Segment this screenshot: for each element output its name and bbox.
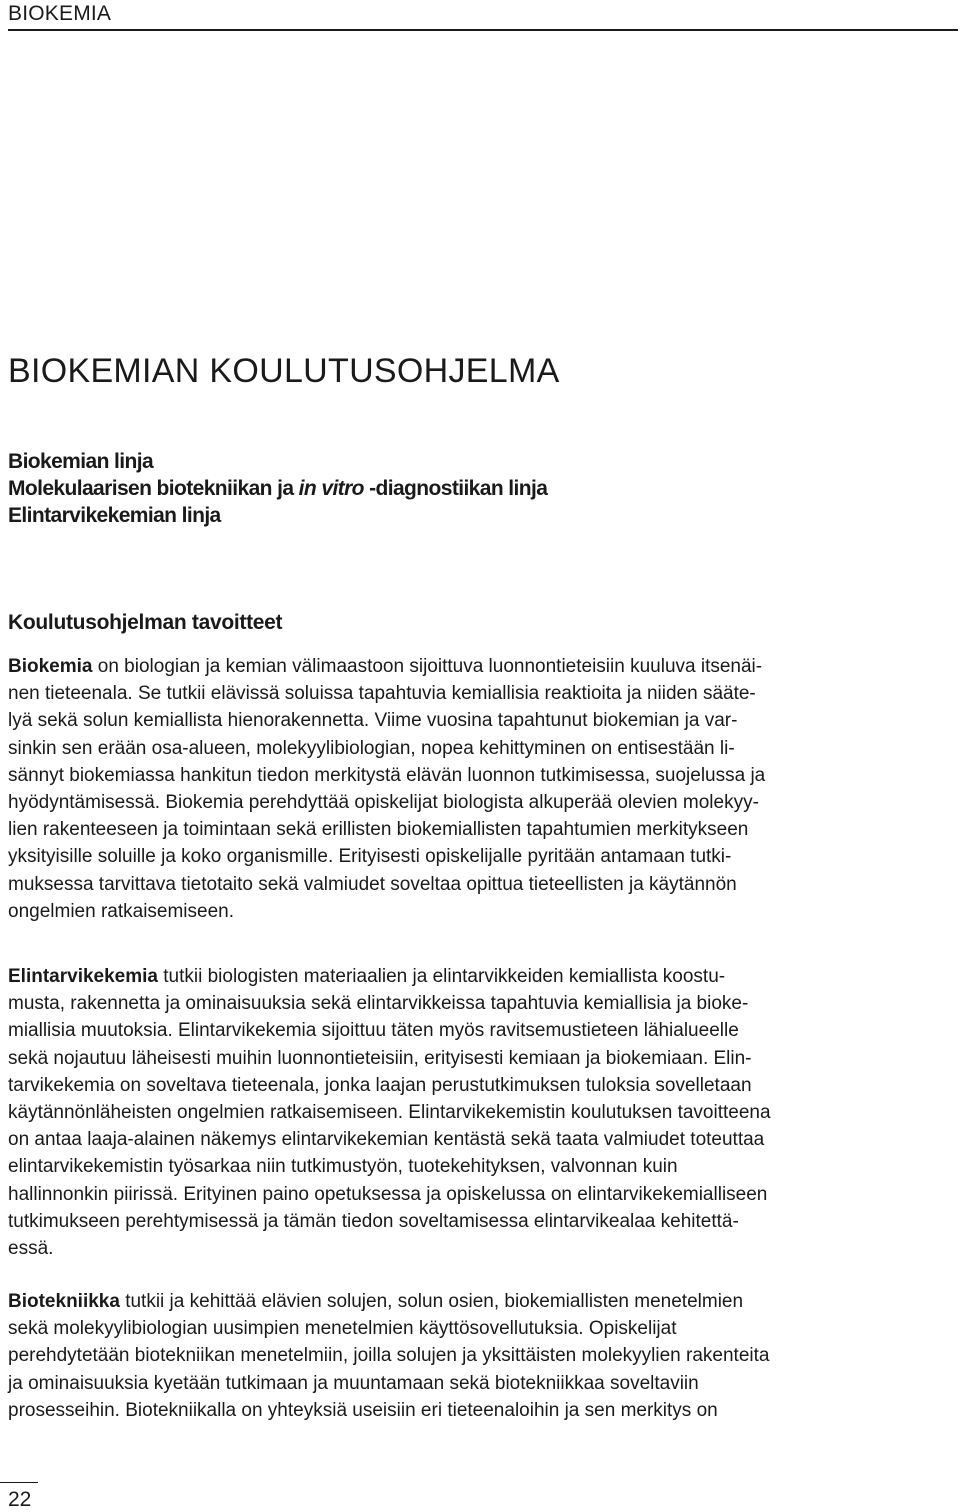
- page-number: 22: [8, 1488, 32, 1511]
- paragraph-line: tutkimukseen perehtymisessä ja tämän tiedon soveltamisessa elintarvikealaa kehitettä-: [8, 1210, 739, 1232]
- paragraph-biotekniikka: [8, 1288, 769, 1424]
- paragraph-text: on biologian ja kemian välimaastoon sijoittuva luonnontieteisiin kuuluva itsenäi-: [92, 656, 763, 677]
- paragraph-line: ja ominaisuuksia kyetään tutkimaan ja muuntamaan sekä biotekniikkaa soveltaviin: [8, 1372, 699, 1394]
- program-line-italic: in vitro: [298, 477, 364, 500]
- paragraph-lead: Biokemia: [8, 656, 93, 677]
- footer-rule: [0, 1482, 38, 1483]
- paragraph-line: sännyt biokemiassa hankitun tiedon merkitystä elävän luonnon tutkimisessa, suojelussa ja: [8, 764, 766, 786]
- paragraph-line: musta, rakennetta ja ominaisuuksia sekä elintarvikkeissa tapahtuvia kemiallisia ja bioke-: [8, 993, 749, 1015]
- paragraph-biokemia: [8, 653, 765, 925]
- paragraph-line: lien rakenteeseen ja toimintaan sekä erillisten biokemiallisten tapahtumien merkitykseen: [8, 819, 749, 841]
- header-rule: [8, 29, 958, 31]
- paragraph-text: tutkii ja kehittää elävien solujen, solun osien, biokemiallisten menetelmien: [119, 1291, 744, 1312]
- paragraph-line: hallinnonkin piirissä. Erityinen paino opetuksessa ja opiskelussa on elintarvikekemialliseen: [8, 1183, 768, 1205]
- paragraph-line: sinkin sen erään osa-alueen, molekyylibiologian, nopea kehittyminen on entisestään li-: [8, 737, 735, 759]
- paragraph-line: tarvikekemia on soveltava tieteenala, jonka laajan perustutkimuksen tuloksia sovelletaan: [8, 1074, 752, 1096]
- running-header: BIOKEMIA: [8, 2, 112, 25]
- paragraph-lead: Elintarvikekemia: [8, 966, 158, 987]
- paragraph-line: ongelmien ratkaisemiseen.: [8, 900, 235, 922]
- paragraph-line: on antaa laaja-alainen näkemys elintarvikekemian kentästä sekä taata valmiudet toteuttaa: [8, 1129, 765, 1151]
- program-line-molekulaarinen: [8, 475, 547, 502]
- paragraph-lead: Biotekniikka: [8, 1291, 120, 1312]
- paragraph-line: prosesseihin. Biotekniikalla on yhteyksiä useisiin eri tieteenaloihin ja sen merkitys on: [8, 1399, 718, 1421]
- program-line-text: -diagnostiikan linja: [363, 477, 548, 500]
- paragraph-line: essä.: [8, 1238, 54, 1260]
- section-heading: Koulutusohjelman tavoitteet: [8, 611, 283, 634]
- program-line-text: Molekulaarisen biotekniikan ja: [8, 477, 299, 500]
- paragraph-line: sekä nojautuu läheisesti muihin luonnontieteisiin, erityisesti kemiaan ja biokemiaan. Elin-: [8, 1047, 752, 1069]
- program-line-elintarvikekemia: Elintarvikekemian linja: [8, 504, 221, 527]
- paragraph-text: tutkii biologisten materiaalien ja elintarvikkeiden kemiallista koostu-: [157, 966, 726, 987]
- paragraph-line: miallisia muutoksia. Elintarvikekemia sijoittuu täten myös ravitsemustieteen lähialueelle: [8, 1020, 739, 1042]
- paragraph-line: perehdytetään biotekniikan menetelmiin, joilla solujen ja yksittäisten molekyylien rakenteita: [8, 1345, 770, 1367]
- paragraph-line: elintarvikekemistin työsarkaa niin tutkimustyön, tuotekehityksen, valvonnan kuin: [8, 1156, 678, 1178]
- paragraph-line: sekä molekyylibiologian uusimpien menetelmien käyttösovellutuksia. Opiskelijat: [8, 1318, 677, 1340]
- paragraph-line: yksityisille soluille ja koko organismille. Erityisesti opiskelijalle pyritään antamaan tutki-: [8, 846, 732, 868]
- paragraph-line: muksessa tarvittava tietotaito sekä valmiudet soveltaa opittua tieteellisten ja käytännön: [8, 873, 737, 895]
- paragraph-line: nen tieteenala. Se tutkii elävissä soluissa tapahtuvia kemiallisia reaktioita ja niiden sääte-: [8, 683, 756, 705]
- paragraph-line: käytännönläheisten ongelmien ratkaisemiseen. Elintarvikekemistin koulutuksen tavoitteena: [8, 1102, 771, 1124]
- paragraph-line: [8, 963, 771, 990]
- program-lines: [8, 448, 547, 529]
- paragraph-line: [8, 1288, 769, 1315]
- paragraph-elintarvikekemia: [8, 963, 771, 1262]
- paragraph-line: [8, 653, 765, 680]
- program-line-biokemia: Biokemian linja: [8, 450, 154, 473]
- paragraph-line: hyödyntämisessä. Biokemia perehdyttää opiskelijat biologista alkuperää olevien molekyy-: [8, 792, 759, 814]
- page-title: BIOKEMIAN KOULUTUSOHJELMA: [8, 352, 560, 390]
- paragraph-line: lyä sekä solun kemiallista hienorakennetta. Viime vuosina tapahtunut biokemian ja var-: [8, 710, 738, 732]
